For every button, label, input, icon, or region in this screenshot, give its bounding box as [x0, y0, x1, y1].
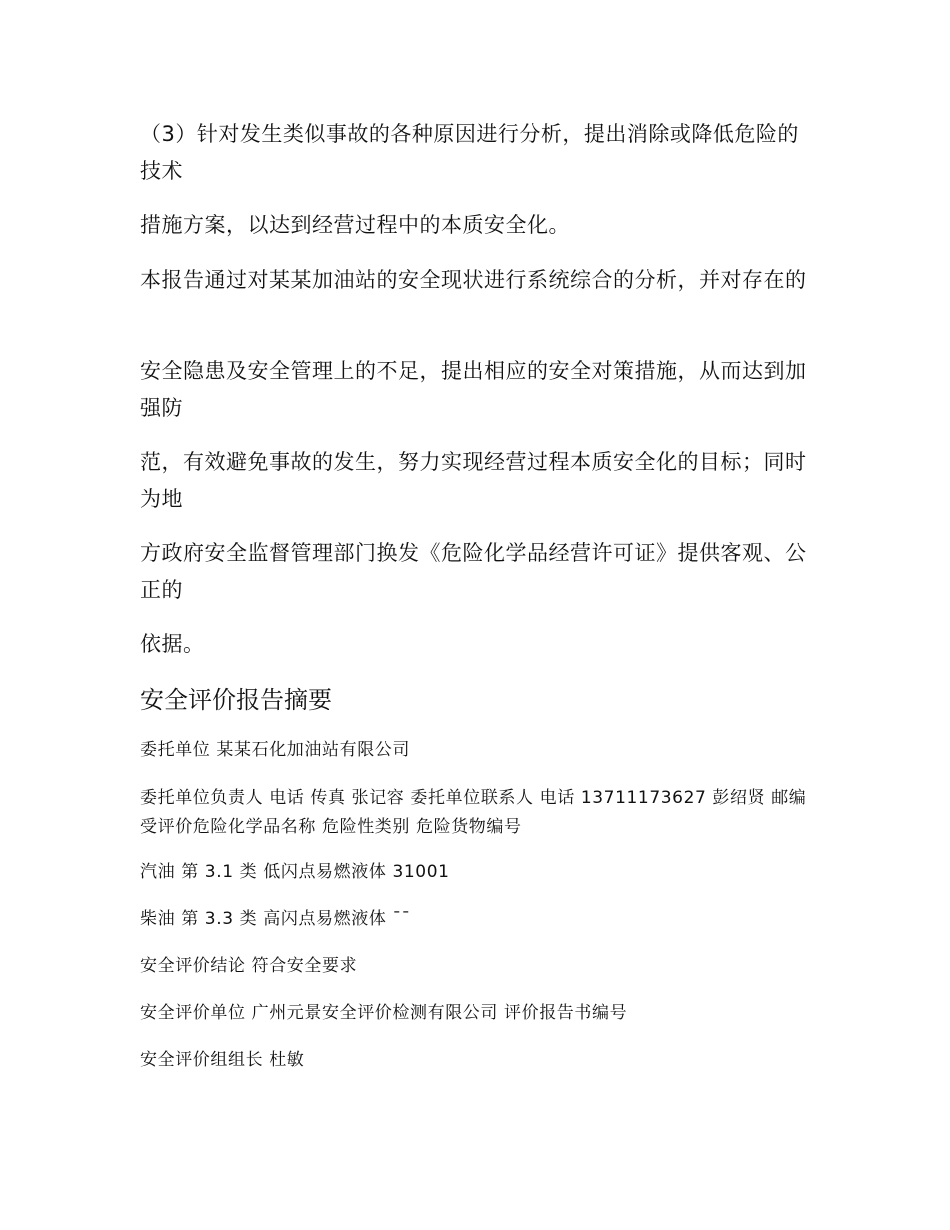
- summary-evaluator: 安全评价单位 广州元景安全评价检测有限公司 评价报告书编号: [140, 1003, 628, 1023]
- paragraph-license: 方政府安全监督管理部门换发《危险化学品经营许可证》提供客观、公正的: [140, 541, 807, 602]
- summary-diesel: 柴油 第 3.3 类 高闪点易燃液体 ¯¯: [140, 909, 411, 929]
- paragraph-hazards: 安全隐患及安全管理上的不足，提出相应的安全对策措施，从而达到加强防: [140, 359, 807, 420]
- paragraph-analysis: （3）针对发生类似事故的各种原因进行分析，提出消除或降低危险的技术: [140, 122, 799, 183]
- paragraph-basis: 依据。: [140, 632, 205, 656]
- summary-contacts: 委托单位负责人 电话 传真 张记容 委托单位联系人 电话 13711173627 彭绍贤 邮编 受评价危险化学品名称 危险性类别 危险货物编号: [140, 788, 807, 837]
- summary-team-leader: 安全评价组组长 杜敏: [140, 1050, 305, 1070]
- summary-client: 委托单位 某某石化加油站有限公司: [140, 740, 411, 760]
- summary-conclusion: 安全评价结论 符合安全要求: [140, 956, 358, 976]
- paragraph-goal: 范，有效避免事故的发生，努力实现经营过程本质安全化的目标；同时为地: [140, 450, 807, 511]
- summary-gasoline: 汽油 第 3.1 类 低闪点易燃液体 31001: [140, 862, 450, 882]
- paragraph-report-intro: 本报告通过对某某加油站的安全现状进行系统综合的分析，并对存在的: [140, 268, 807, 292]
- summary-heading: 安全评价报告摘要: [140, 686, 332, 714]
- paragraph-measures: 措施方案，以达到经营过程中的本质安全化。: [140, 213, 570, 237]
